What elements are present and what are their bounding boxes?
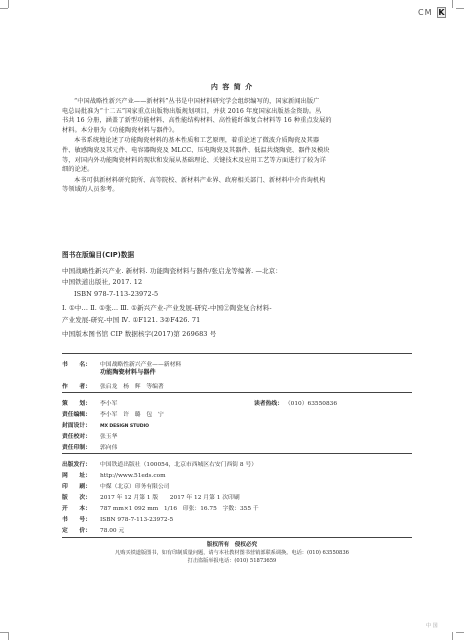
print-row (62, 442, 117, 451)
text-line: 等领域的人员参考。 (62, 186, 119, 194)
isbn-value: ISBN 978-7-113-23972-5 (100, 517, 174, 523)
crop-mark (8, 0, 9, 8)
reader-hotline-value: （010）63550836 (284, 401, 338, 407)
cip-line: 中国铁道出版社, 2017. 12 (62, 278, 143, 287)
divider (62, 453, 412, 454)
crop-mark (452, 632, 453, 640)
cm-label: CM (418, 8, 433, 17)
rights-notice: 版权所有 侵权必究 (206, 542, 258, 548)
summary-title: 内 容 简 介 (210, 83, 254, 91)
planning-row (62, 398, 117, 407)
cover-label: 封面设计： (62, 423, 91, 429)
publisher-label: 出版发行： (62, 462, 91, 468)
price-row (62, 525, 124, 534)
crop-mark (0, 8, 8, 9)
publisher-row (62, 459, 257, 468)
planning-label: 策 划： (62, 401, 91, 407)
authors: 张启龙 杨 辉 等编著 (100, 384, 164, 390)
text-line: 材料。本分册为《功能陶瓷材料与器件》。 (62, 126, 179, 134)
text-line: 本书可供新材料研究院所、高等院校、新材料产业界、政府相关部门、新材料中介咨询机构 (74, 176, 326, 184)
crop-mark (456, 8, 464, 9)
book-title-label: 书 名： (62, 362, 91, 368)
summary-paragraph-2 (62, 136, 410, 174)
isbn-label: 书 号： (62, 517, 91, 523)
format-row (62, 503, 259, 512)
crop-mark (456, 632, 464, 633)
printer-row (62, 481, 170, 490)
edition-value: 2017 年 12 月第 1 版 2017 年 12 月第 1 次印刷 (100, 495, 240, 501)
footer-notice-2: 打击盗版举报电话：(010) 51873659 (187, 558, 277, 564)
cover-row (62, 420, 149, 429)
edition-label: 版 次： (62, 495, 91, 501)
text-line: “中国战略性新兴产业——新材料”丛书是中国材料研究学会组织编写的，国家新闻出版广 (74, 98, 320, 105)
editor-value: 李小军 许 璐 包 宁 (100, 412, 164, 418)
text-line: 本书系统地论述了功能陶瓷材料的基本性质和工艺原理，着重论述了微波介质陶瓷及其器 (74, 137, 320, 145)
text-line: 细的论述。 (62, 166, 94, 174)
isbn-row (62, 514, 173, 523)
publisher-value: 中国铁道出版社（100054，北京市西城区右安门西街 8 号） (100, 462, 258, 468)
printer-value: 中煤（北京）印务有限公司 (100, 484, 170, 490)
price-value: 78.00 元 (100, 528, 125, 534)
summary-paragraph-3 (62, 176, 410, 195)
editor-row (62, 409, 164, 418)
cover-value: MX DESIGN STUDIO (100, 424, 149, 429)
text-line: 电总局批准为“十二五”国家重点出版物出版规划项目，并获 2016 年度国家出版基金资助。丛 (62, 107, 322, 115)
editor-label: 责任编辑： (62, 412, 91, 418)
reader-hotline-label: 读者热线： (254, 401, 283, 407)
cip-heading: 图书在版编目(CIP)数据 (62, 251, 135, 259)
planning-value: 李小军 (100, 401, 118, 407)
proofread-value: 张玉华 (100, 434, 118, 440)
text-line: 等，对国内外功能陶瓷材料的现状和发展从基础理论、关键技术及应用工艺等方面进行了较为详 (62, 156, 327, 164)
summary-paragraph-1 (62, 97, 410, 135)
print-label: 责任印制： (62, 445, 91, 451)
edition-row (62, 492, 240, 501)
cip-line: 中国战略性新兴产业. 新材料. 功能陶瓷材料与器件/张启龙等编著. —北京： (62, 267, 282, 275)
price-label: 定 价： (62, 528, 91, 534)
author-label: 作 者： (62, 384, 91, 390)
book-title-line2: 功能陶瓷材料与器件 (100, 369, 156, 376)
printer-label: 印 刷： (62, 484, 91, 490)
cip-line: Ⅰ. ①中… Ⅱ. ①张… Ⅲ. ①新兴产业-产业发展-研究-中国②陶瓷复合材料- (62, 304, 272, 313)
divider (62, 537, 412, 538)
format-value: 787 mm×1 092 mm 1/16 印张：16.75 字数：355 千 (100, 506, 259, 512)
text-line: 书共 16 分册，涵盖了新型功能材料、高性能结构材料、高性能纤维复合材料等 16 种重点发展的 (62, 117, 332, 125)
text-line: 件、敏感陶瓷及其元件、电容器陶瓷及 MLCC、压电陶瓷及其器件、低温共烧陶瓷、器件及模块 (62, 147, 330, 155)
divider (62, 353, 412, 354)
divider (62, 392, 412, 393)
cip-line: 产业发展-研究-中国 Ⅳ. ①F121. 3②F426. 71 (62, 315, 201, 324)
book-title-line1: 中国战略性新兴产业——新材料 (100, 362, 182, 368)
website-value: http://www.51eds.com (100, 473, 166, 479)
footer-notice-1: 凡购买铁道版图书，如有印制质量问题，请与本社教材图书营销部联系调换。电话：(010) 63550836 (115, 550, 349, 556)
footer-mark: 中 国 (426, 623, 438, 629)
crop-mark (452, 0, 453, 8)
book-title-row (62, 359, 181, 368)
crop-mark (8, 632, 9, 640)
summary-body (62, 97, 410, 195)
cip-line: ISBN 978-7-113-23972-5 (74, 289, 159, 298)
proofread-row (62, 431, 117, 440)
website-label: 网 址： (62, 473, 91, 479)
cip-block (62, 266, 282, 340)
cip-number: 中国版本图书馆 CIP 数据核字(2017)第 269683 号 (62, 329, 217, 338)
k-badge: K (438, 8, 445, 17)
website-row (62, 470, 166, 479)
author-row (62, 381, 164, 390)
print-value: 郭向伟 (100, 445, 118, 451)
format-label: 开 本： (62, 506, 91, 512)
proofread-label: 责任校对： (62, 434, 91, 440)
crop-mark (0, 632, 8, 633)
reader-hotline-row (254, 398, 337, 407)
